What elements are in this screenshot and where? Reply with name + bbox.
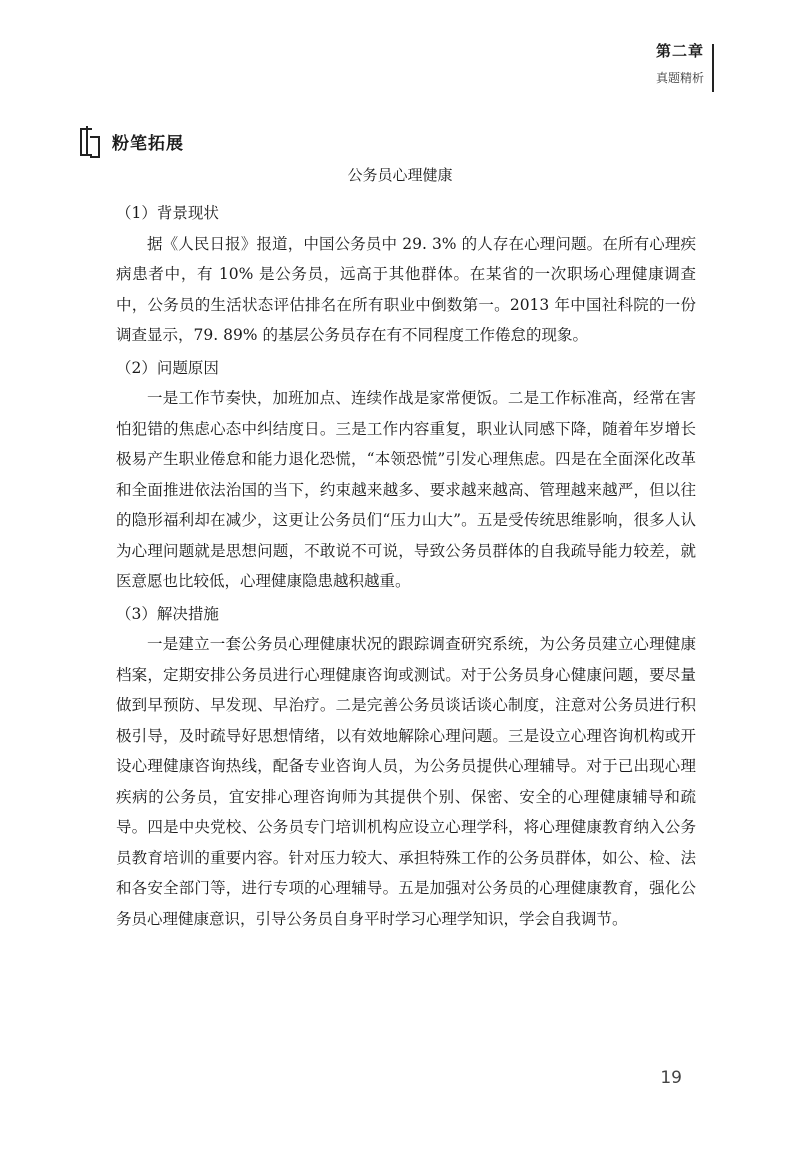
part-heading: （3）解决措施 [116,604,219,623]
part-paragraph: 据《人民日报》报道，中国公务员中 29. 3% 的人存在心理问题。在所有心理疾病患者中，有 10% 是公务员，远高于其他群体。在某省的一次职场心理健康调查中，公务员的生活状态评估排名在所有职业中倒数第一。2013 年中国社科院的一份调查显示，79. 89% 的基层公务员存在有不同程度工作倦怠的现象。 [116,234,696,344]
running-header [656,40,704,86]
bracket-emblem-icon [80,126,98,156]
page-number: 19 [660,1068,682,1088]
part-paragraph: 一是建立一套公务员心理健康状况的跟踪调查研究系统，为公务员建立心理健康档案，定期安排公务员进行心理健康咨询或测试。对于公务员身心健康问题，要尽量做到早预防、早发现、早治疗。二是完善公务员谈话谈心制度，注意对公务员进行积极引导，及时疏导好思想情绪，以有效地解除心理问题。三是设立心理咨询机构或开设心理健康咨询热线，配备专业咨询人员，为公务员提供心理辅导。对于已出现心理疾病的公务员，宜安排心理咨询师为其提供个别、保密、安全的心理健康辅导和疏导。四是中央党校、公务员专门培训机构应设立心理学科，将心理健康教育纳入公务员教育培训的重要内容。针对压力较大、承担特殊工作的公务员群体，如公、检、法和各安全部门等，进行专项的心理辅导。五是加强对公务员的心理健康教育，强化公务员心理健康意识，引导公务员自身平时学习心理学知识，学会自我调节。 [116,635,696,928]
part-heading: （2）问题原因 [116,358,219,377]
part-heading: （1）背景现状 [116,204,219,222]
article-body [116,196,696,934]
part-paragraph: 一是工作节奏快，加班加点、连续作战是家常便饭。二是工作标准高，经常在害怕犯错的焦虑心态中纠结度日。三是工作内容重复，职业认同感下降，随着年岁增长极易产生职业倦怠和能力退化恐慌，“本领恐慌”引发心理焦虑。四是在全面深化改革和全面推进依法治国的当下，约束越来越多、要求越来越高、管理越来越严，但以往的隐形福利却在减少，这更让公务员们“压力山大”。五是受传统思维影响，很多人认为心理问题就是思想问题，不敢说不可说，导致公务员群体的自我疏导能力较差，就医意愿也比较低，心理健康隐患越积越重。 [116,389,696,590]
header-divider [712,44,714,92]
section-title: 粉笔拓展 [112,133,184,154]
chapter-label: 第二章 [655,42,704,60]
article-title: 公务员心理健康 [347,166,453,184]
chapter-subtitle: 真题精析 [655,71,704,85]
section-heading [80,126,184,156]
